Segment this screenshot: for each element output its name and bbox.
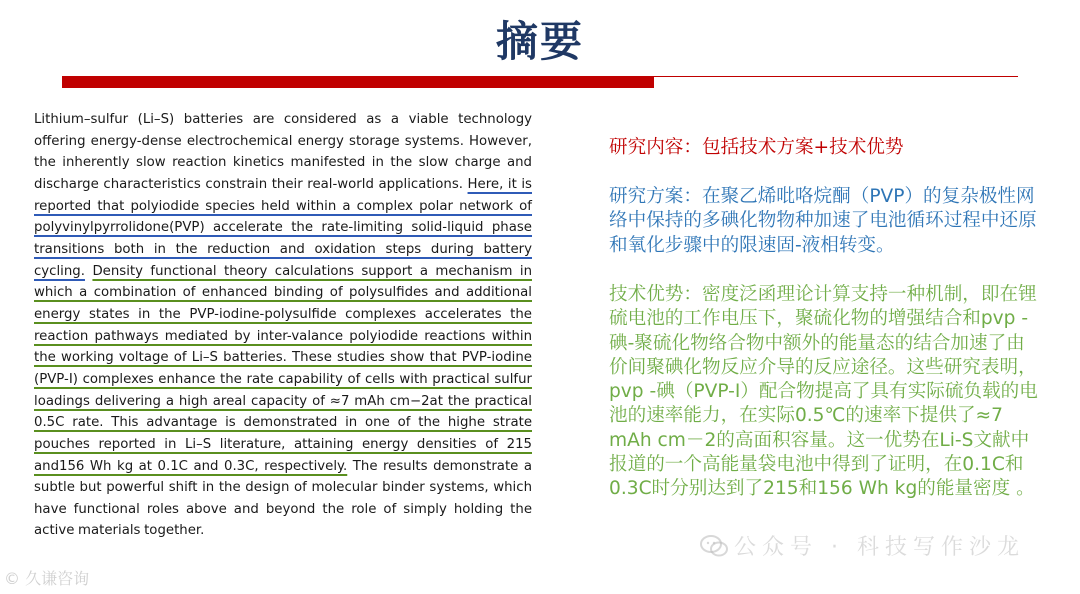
watermark (700, 530, 1025, 561)
abstract-outro: The results demonstrate a subtle but powerful shift in the design of molecular binder systems, which have functional roles above and beyond the role of simply holding the active materials together. (34, 458, 533, 539)
research-plan-text: 研究方案：在聚乙烯吡咯烷酮（PVP）的复杂极性网络中保持的多碘化物物种加速了电池循环过程中还原和氧化步骤中的限速固-液相转变。 (609, 186, 1037, 256)
slide-title: 摘要 (495, 17, 584, 66)
abstract-text (34, 109, 532, 542)
title-rule-thick (62, 76, 654, 88)
abstract-green-highlight: Density functional theory calculations support a mechanism in which a combination of enhanced binding of polysulfides and additional energy states in the PVP-iodine-polysulfide complexes accelerates the reaction pathways mediated by inter-valance polyiodide reactions within the working voltage of Li–S batteries. These studies show that PVP-iodine (PVP-I) complexes enhance the rate capability of cells with practical sulfur loadings delivering a high areal capacity of ≈7 mAh cm−2at the practical 0.5C rate. This advantage is demonstrated in one of the highe strate pouches reported in Li–S literature, attaining energy densities of 215 and156 Wh kg at 0.1C and 0.3C, respectively. (34, 263, 532, 474)
corner-watermark: © 久谦咨询 (4, 569, 90, 588)
watermark-text: 公众号 · 科技写作沙龙 (734, 535, 1025, 560)
technical-advantage-text: 技术优势：密度泛函理论计算支持一种机制，即在锂硫电池的工作电压下，聚硫化物的增强结合和pvp -碘-聚硫化物络合物中额外的能量态的结合加速了由价间聚碘化物反应介导的反应途径。这些研究表明，pvp -碘（PVP-I）配合物提高了具有实际硫负载的电池的速率能力，在实际0.5℃的速率下提供了≈7 mAh cm－2的高面积容量。这一优势在Li-S文献中报道的一个高能量袋电池中得到了证明，在0.1C和0.3C时分别达到了215和156 Wh kg的能量密度 。 (609, 284, 1038, 500)
wechat-icon (700, 535, 728, 557)
abstract-blue-highlight: Here, it is reported that polyiodide species held within a complex polar network of polyvinylpyrrolidone(PVP) accelerate the rate-limiting solid-liquid phase transitions both in the reduction and oxidation steps during battery cycling. (34, 176, 532, 279)
abstract-intro: Lithium–sulfur (Li–S) batteries are considered as a viable technology offering energy-dense electrochemical energy storage systems. However, the inherently slow reaction kinetics manifested in the slow charge and discharge characteristics constrain their real-world applications. (34, 112, 532, 192)
research-content-heading: 研究内容：包括技术方案+技术优势 (609, 137, 904, 158)
title-rule-thin (654, 76, 1018, 77)
